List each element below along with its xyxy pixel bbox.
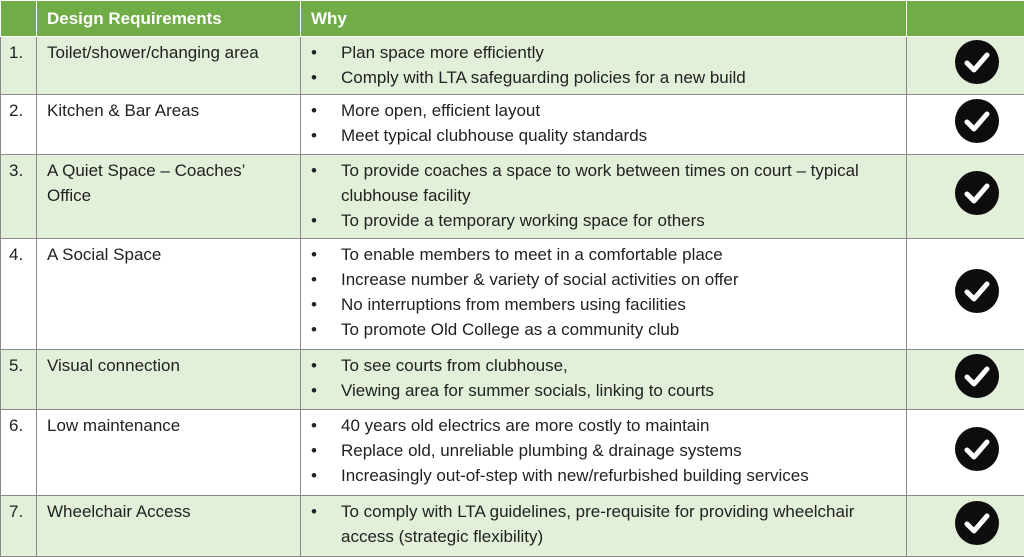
check-circle-icon [955, 354, 999, 398]
table-row [1, 350, 1024, 410]
header-why: Why [301, 1, 907, 37]
why-bullet-list [309, 413, 896, 488]
bullet-dot: • [311, 65, 317, 90]
why-bullet-item [309, 413, 896, 438]
row-number: 5. [1, 350, 37, 410]
why-bullet-text: More open, efficient layout [341, 101, 540, 120]
why-bullet-item [309, 242, 896, 267]
why-bullet-item [309, 353, 896, 378]
row-number: 3. [1, 155, 37, 239]
why-bullet-list [309, 40, 896, 90]
table-header-row [1, 1, 1024, 37]
row-requirement: Low maintenance [37, 410, 301, 496]
bullet-dot: • [311, 267, 317, 292]
row-why [301, 95, 907, 155]
row-requirement: A Quiet Space – Coaches’ Office [37, 155, 301, 239]
bullet-dot: • [311, 499, 317, 524]
why-bullet-list [309, 158, 896, 233]
bullet-dot: • [311, 123, 317, 148]
check-circle-icon [955, 171, 999, 215]
row-check [907, 410, 1024, 496]
row-check [907, 350, 1024, 410]
why-bullet-text: Meet typical clubhouse quality standards [341, 126, 647, 145]
row-why [301, 239, 907, 350]
why-bullet-item [309, 40, 896, 65]
why-bullet-text: Plan space more efficiently [341, 43, 544, 62]
bullet-dot: • [311, 317, 317, 342]
row-why [301, 350, 907, 410]
why-bullet-text: To comply with LTA guidelines, pre-requisite for providing wheelchair access (strategic flexibility) [341, 502, 854, 546]
row-why [301, 496, 907, 557]
why-bullet-text: Comply with LTA safeguarding policies for a new build [341, 68, 746, 87]
bullet-dot: • [311, 208, 317, 233]
bullet-dot: • [311, 353, 317, 378]
table-row [1, 410, 1024, 496]
why-bullet-item [309, 499, 896, 549]
why-bullet-item [309, 123, 896, 148]
row-number: 2. [1, 95, 37, 155]
table-body [1, 37, 1024, 557]
why-bullet-list [309, 353, 896, 403]
table-row [1, 239, 1024, 350]
row-requirement: Toilet/shower/changing area [37, 37, 301, 95]
check-circle-icon [955, 99, 999, 143]
row-requirement: A Social Space [37, 239, 301, 350]
header-number [1, 1, 37, 37]
why-bullet-text: Increase number & variety of social activities on offer [341, 270, 738, 289]
row-check [907, 155, 1024, 239]
why-bullet-item [309, 158, 896, 208]
row-requirement: Visual connection [37, 350, 301, 410]
bullet-dot: • [311, 378, 317, 403]
row-check [907, 95, 1024, 155]
why-bullet-text: 40 years old electrics are more costly to maintain [341, 416, 710, 435]
why-bullet-text: No interruptions from members using facilities [341, 295, 686, 314]
why-bullet-text: Replace old, unreliable plumbing & drainage systems [341, 441, 742, 460]
why-bullet-list [309, 98, 896, 148]
bullet-dot: • [311, 463, 317, 488]
why-bullet-item [309, 267, 896, 292]
row-why [301, 410, 907, 496]
check-circle-icon [955, 40, 999, 84]
why-bullet-text: To provide a temporary working space for others [341, 211, 705, 230]
why-bullet-item [309, 65, 896, 90]
why-bullet-item [309, 378, 896, 403]
check-circle-icon [955, 269, 999, 313]
bullet-dot: • [311, 292, 317, 317]
row-number: 4. [1, 239, 37, 350]
why-bullet-item [309, 463, 896, 488]
why-bullet-text: To see courts from clubhouse, [341, 356, 568, 375]
table-row [1, 37, 1024, 95]
row-why [301, 37, 907, 95]
why-bullet-text: To promote Old College as a community club [341, 320, 679, 339]
row-number: 1. [1, 37, 37, 95]
row-requirement: Wheelchair Access [37, 496, 301, 557]
row-check [907, 239, 1024, 350]
row-requirement: Kitchen & Bar Areas [37, 95, 301, 155]
bullet-dot: • [311, 242, 317, 267]
why-bullet-text: Increasingly out-of-step with new/refurbished building services [341, 466, 809, 485]
why-bullet-item [309, 438, 896, 463]
check-circle-icon [955, 427, 999, 471]
why-bullet-item [309, 292, 896, 317]
why-bullet-item [309, 317, 896, 342]
bullet-dot: • [311, 438, 317, 463]
why-bullet-text: To enable members to meet in a comfortable place [341, 245, 723, 264]
bullet-dot: • [311, 158, 317, 183]
why-bullet-item [309, 98, 896, 123]
row-why [301, 155, 907, 239]
check-circle-icon [955, 501, 999, 545]
bullet-dot: • [311, 413, 317, 438]
table-row [1, 95, 1024, 155]
why-bullet-list [309, 242, 896, 342]
row-number: 7. [1, 496, 37, 557]
why-bullet-list [309, 499, 896, 549]
why-bullet-text: To provide coaches a space to work between times on court – typical clubhouse facility [341, 161, 859, 205]
why-bullet-text: Viewing area for summer socials, linking to courts [341, 381, 714, 400]
header-check [907, 1, 1024, 37]
bullet-dot: • [311, 40, 317, 65]
row-number: 6. [1, 410, 37, 496]
why-bullet-item [309, 208, 896, 233]
row-check [907, 37, 1024, 95]
bullet-dot: • [311, 98, 317, 123]
header-design-requirements: Design Requirements [37, 1, 301, 37]
table-row [1, 155, 1024, 239]
table-row [1, 496, 1024, 557]
row-check [907, 496, 1024, 557]
